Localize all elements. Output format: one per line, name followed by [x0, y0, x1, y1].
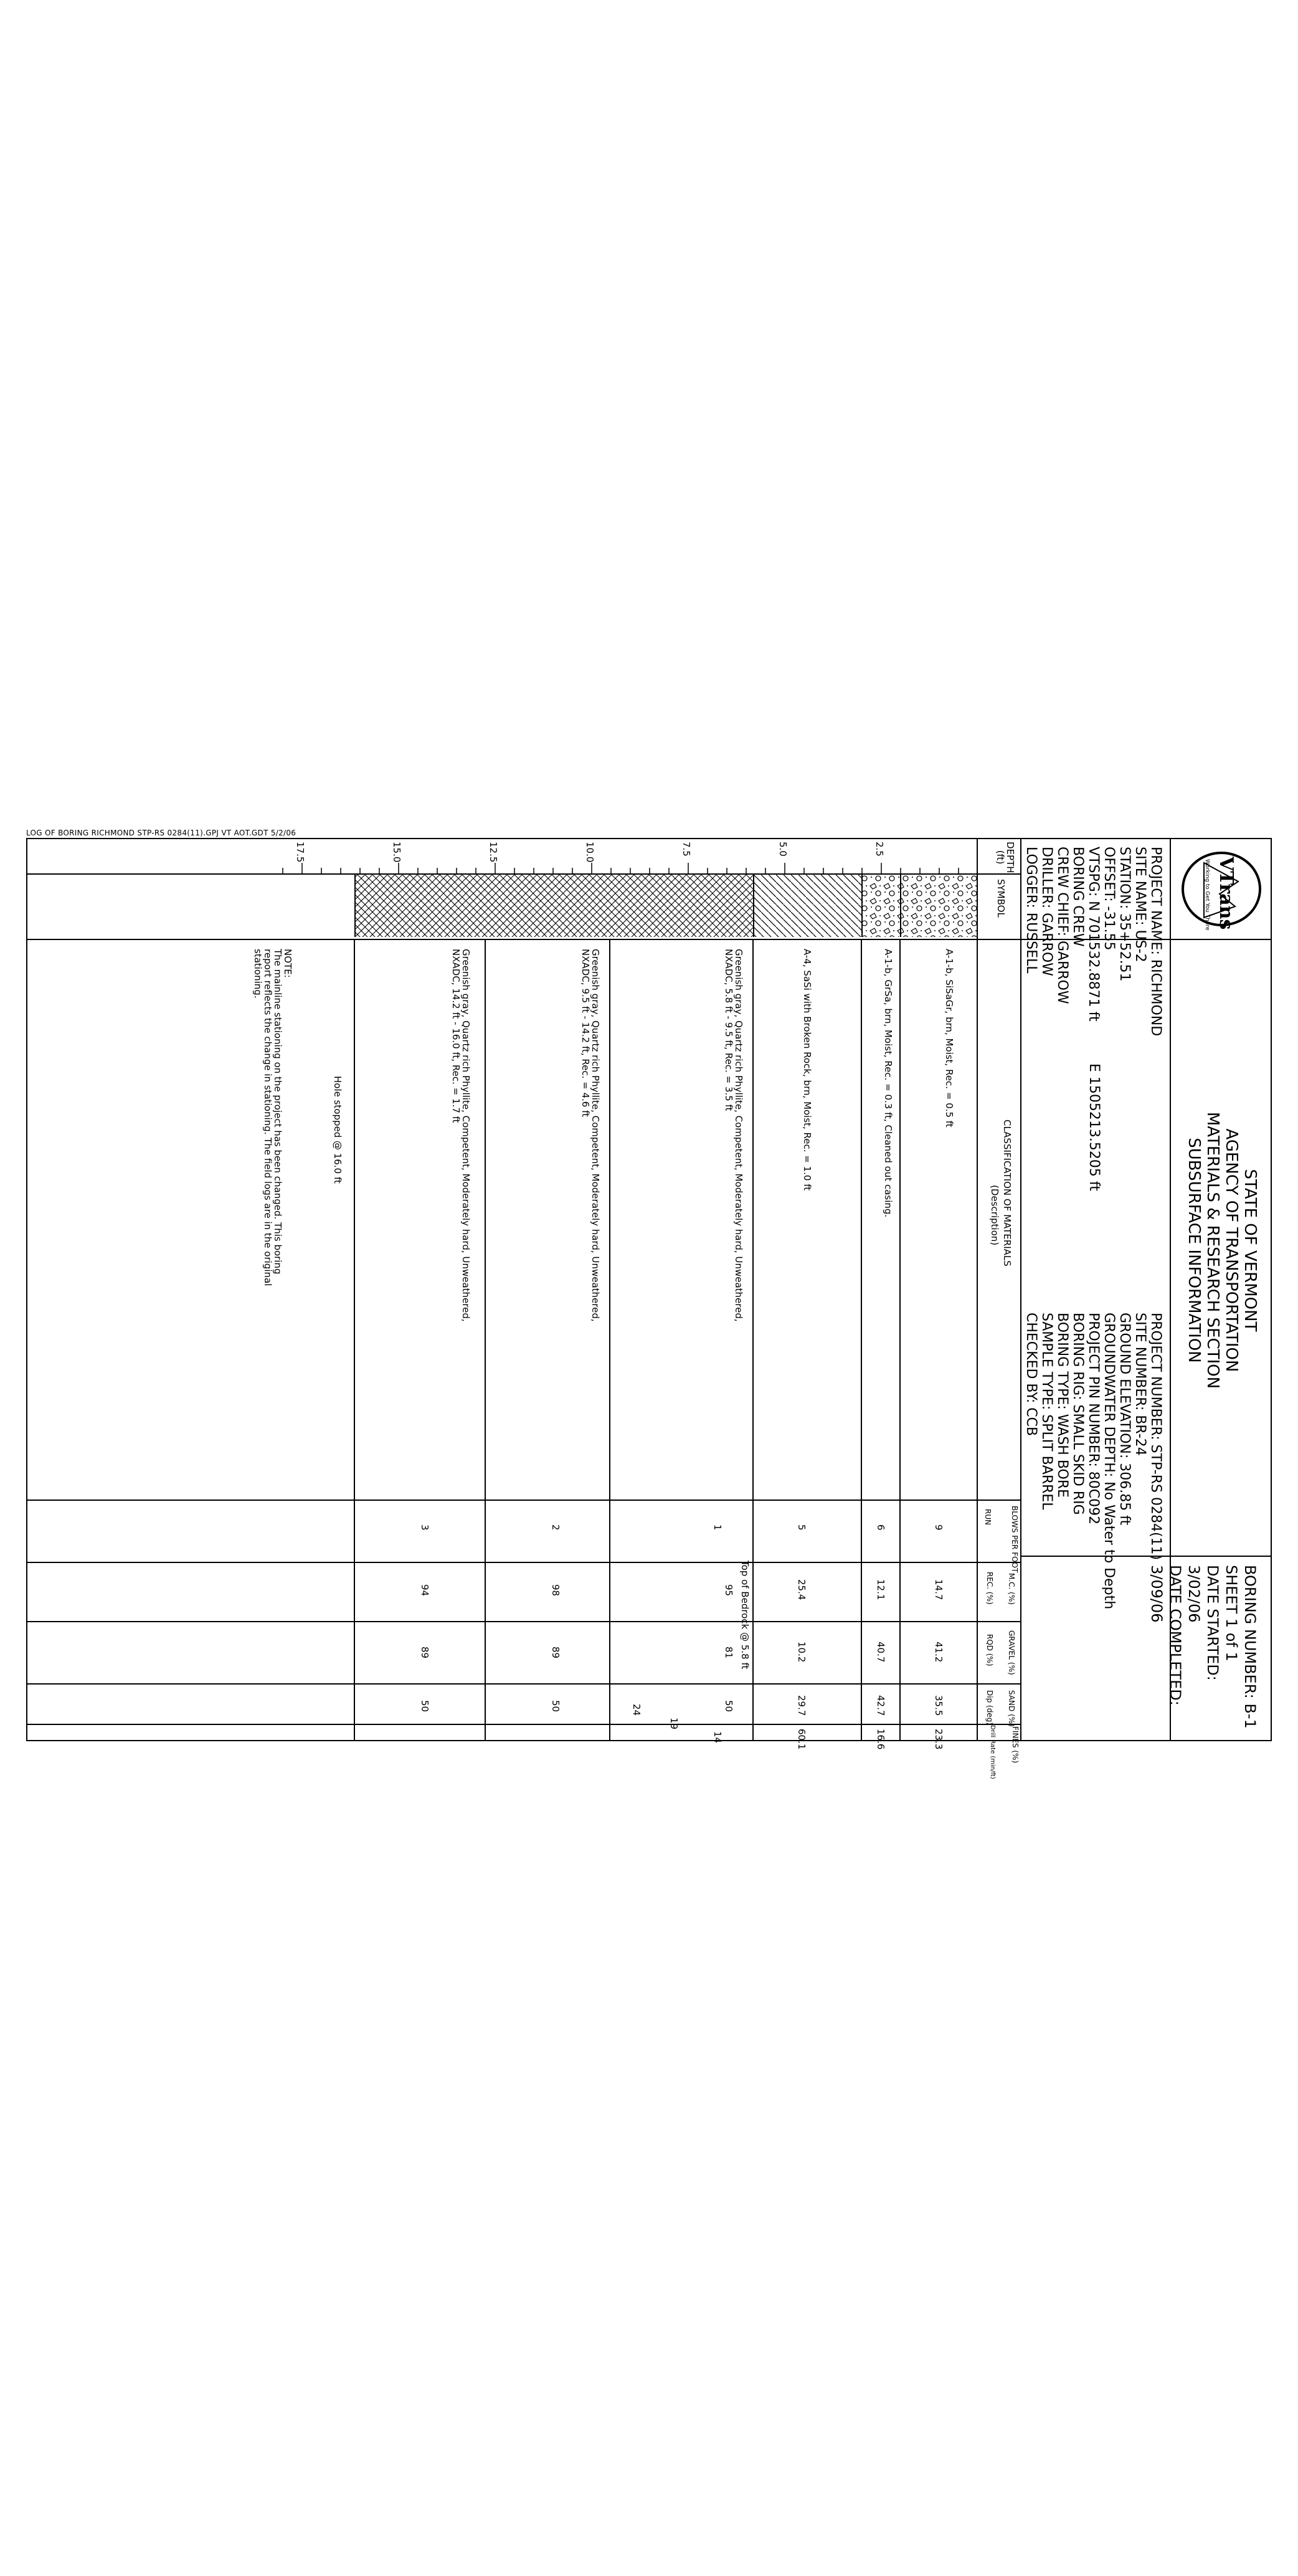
- driller: DRILLER: GARROW: [1039, 847, 1054, 976]
- drill-rate-value: 14: [712, 1731, 723, 1744]
- header-symbol: SYMBOL: [995, 879, 1007, 918]
- stratum-description: A-1-b, SiSaGr, brn, Moist, Rec. = 0.5 ft: [944, 949, 955, 1128]
- sand-col-line: [27, 1724, 1021, 1725]
- blows-value: 9: [933, 1524, 944, 1531]
- depth-label: 12.5: [488, 842, 499, 863]
- logo-text: VTrans: [1215, 857, 1237, 930]
- project-info-right: [1023, 1313, 1163, 1609]
- depth-label: 2.5: [874, 842, 885, 857]
- depth-label: 7.5: [681, 842, 692, 857]
- sand-value: 29.7: [796, 1695, 807, 1716]
- header-sand: SAND (%): [1007, 1690, 1016, 1727]
- stratum-boundary: [609, 939, 610, 1740]
- sand-value: 42.7: [875, 1695, 886, 1716]
- sand-value: 35.5: [933, 1695, 944, 1716]
- boring-info-block: [1147, 1565, 1259, 1740]
- fines-value: 23.3: [933, 1729, 944, 1750]
- header-rec: REC. (%): [985, 1572, 994, 1605]
- dip-value: 50: [419, 1700, 430, 1713]
- boring-number: BORING NUMBER: B-1: [1241, 1565, 1259, 1729]
- header-mc: M.C. (%): [1007, 1573, 1016, 1605]
- header-gravel: GRAVEL (%): [1007, 1630, 1016, 1675]
- class-col-line: [27, 1499, 1021, 1501]
- blows-value: 5: [796, 1524, 807, 1531]
- blows-col-line: [27, 1562, 1021, 1563]
- gravel-value: 40.7: [875, 1642, 886, 1663]
- stratum-boundary: [354, 939, 355, 1740]
- run-value: 1: [712, 1524, 723, 1531]
- header-fines: FINES (%): [1011, 1726, 1020, 1764]
- stratum-boundary: [899, 939, 901, 1740]
- agency-title: [1185, 951, 1259, 1549]
- east-coordinate: E 1505213.5205 ft: [1086, 1063, 1102, 1191]
- symbol-col-line: [27, 939, 1021, 940]
- agency-line-3: MATERIALS & RESEARCH SECTION: [1203, 1111, 1222, 1389]
- date-completed: DATE COMPLETED: 3/09/06: [1148, 1565, 1184, 1706]
- stratum-description: A-4, SaSi with Broken Rock, brn, Moist, Rec. = 1.0 ft: [802, 949, 813, 1191]
- note-line: stationing.: [252, 949, 263, 999]
- gravel-col-line: [27, 1683, 1021, 1685]
- run-value: 2: [550, 1524, 561, 1531]
- boring-log-sheet: [26, 838, 1272, 1779]
- agency-line-2: AGENCY OF TRANSPORTATION: [1222, 1128, 1241, 1372]
- date-started: DATE STARTED: 3/02/06: [1185, 1565, 1221, 1681]
- dip-value: 50: [550, 1700, 561, 1713]
- offset: OFFSET: -31.55: [1101, 847, 1117, 951]
- header-depth: DEPTH (ft): [995, 842, 1016, 873]
- hole-stopped-text: Hole stopped @ 16.0 ft: [332, 1076, 343, 1184]
- rqd-value: 89: [419, 1647, 430, 1659]
- depth-label: 17.5: [295, 842, 306, 863]
- project-name: PROJECT NAME: RICHMOND: [1148, 847, 1163, 1037]
- note-line: The mainline stationing on the project has been changed. This boring: [272, 949, 283, 1275]
- depth-label: 15.0: [391, 842, 402, 863]
- boring-type: BORING TYPE: WASH BORE: [1054, 1313, 1070, 1498]
- fines-value: 60.1: [796, 1729, 807, 1750]
- agency-line-1: STATE OF VERMONT: [1241, 1169, 1259, 1332]
- fines-value: 16.6: [875, 1729, 886, 1750]
- stratum-boundary: [752, 939, 754, 1740]
- note-line: report reflects the change in stationing. The field logs are in the original: [262, 949, 273, 1286]
- mc-value: 12.1: [875, 1579, 886, 1600]
- stratum-boundary: [485, 939, 486, 1740]
- mc-col-line: [27, 1621, 1021, 1622]
- sheet-number: SHEET 1 of 1: [1223, 1565, 1240, 1661]
- ground-elevation: GROUND ELEVATION: 306.85 ft: [1117, 1313, 1132, 1526]
- top-of-bedrock-label: Top of Bedrock @ 5.8 ft: [739, 1561, 751, 1670]
- gravel-value: 41.2: [933, 1642, 944, 1663]
- rqd-value: 89: [550, 1647, 561, 1659]
- rec-value: 98: [550, 1584, 561, 1597]
- blows-value: 6: [875, 1524, 886, 1531]
- groundwater-depth: GROUNDWATER DEPTH: No Water to Depth: [1101, 1313, 1117, 1610]
- boring-rig: BORING RIG: SMALL SKID RIG: [1070, 1313, 1086, 1515]
- note-block: [253, 949, 293, 1286]
- agency-line-4: SUBSURFACE INFORMATION: [1185, 1138, 1203, 1363]
- header-dip: Dip (deg): [985, 1690, 994, 1725]
- vtspg-coord: VTSPG: N 701532.8871 ft: [1086, 847, 1101, 1022]
- logo-tagline: Working to Get You There: [1204, 859, 1210, 931]
- logger: LOGGER: RUSSELL: [1023, 847, 1039, 974]
- station: STATION: 35+52.51: [1117, 847, 1132, 982]
- footer-file-label: LOG OF BORING RICHMOND STP-RS 0284(11).GPJ VT AOT.GDT 5/2/06: [26, 829, 296, 837]
- site-name: SITE NAME: US-2: [1132, 847, 1148, 962]
- dip-value: 50: [723, 1700, 734, 1713]
- depth-label: 5.0: [777, 842, 789, 857]
- header-run: RUN: [983, 1509, 992, 1526]
- header-description: (Description): [989, 1185, 1000, 1246]
- project-pin: PROJECT PIN NUMBER: 80C092: [1086, 1313, 1101, 1525]
- rqd-value: 81: [723, 1647, 734, 1659]
- column-header-divider: [977, 839, 978, 1740]
- note-line: NOTE:: [282, 949, 293, 978]
- drill-rate-value: 24: [631, 1704, 642, 1716]
- boring-crew: BORING CREW: [1070, 847, 1086, 947]
- header-classification: CLASSIFICATION OF MATERIALS: [1002, 1119, 1013, 1267]
- project-number: PROJECT NUMBER: STP-RS 0284(11): [1148, 1313, 1163, 1561]
- vtrans-logo: [1179, 850, 1263, 931]
- stratum-description: A-1-b, GrSa, brn, Moist, Rec. = 0.3 ft, Cleaned out casing.: [883, 949, 894, 1218]
- mc-value: 25.4: [796, 1579, 807, 1600]
- site-number: SITE NUMBER: BR-24: [1132, 1313, 1148, 1456]
- header-drill-rate: Drill Rate (min/ft): [989, 1725, 996, 1779]
- header-divider: [1020, 839, 1021, 1740]
- gravel-value: 10.2: [796, 1642, 807, 1663]
- rec-value: 94: [419, 1584, 430, 1597]
- crew-chief: CREW CHIEF: GARROW: [1054, 847, 1070, 1004]
- rec-value: 95: [723, 1584, 734, 1597]
- header-blows: BLOWS PER FOOT: [1010, 1506, 1019, 1573]
- checked-by: CHECKED BY: CCB: [1023, 1313, 1039, 1437]
- header-rqd: RQD (%): [985, 1634, 994, 1666]
- run-value: 3: [419, 1524, 430, 1531]
- strata-symbols: [25, 875, 978, 938]
- mc-value: 14.7: [933, 1579, 944, 1600]
- stratum-description: Greenish gray, Quartz rich Phyllite, Competent, Moderately hard, Unweathered, NXADC, 14.2 ft - 16.0 ft, Rec. = 1.7 ft: [450, 949, 471, 1322]
- stratum-description: Greenish gray, Quartz rich Phyllite, Competent, Moderately hard, Unweathered, NXADC, 5.8 ft - 9.5 ft, Rec. = 3.5 ft: [723, 949, 744, 1322]
- drill-rate-value: 19: [668, 1718, 680, 1730]
- depth-label: 10.0: [584, 842, 595, 863]
- project-info-left: [1023, 847, 1163, 1036]
- stratum-description: Greenish gray, Quartz rich Phyllite, Competent, Moderately hard, Unweathered, NXADC, 9.5 ft - 14.2 ft, Rec. = 4.6 ft: [580, 949, 601, 1322]
- depth-scale: [25, 839, 978, 877]
- stratum-boundary: [861, 939, 862, 1740]
- sample-type: SAMPLE TYPE: SPLIT BARREL: [1039, 1313, 1054, 1510]
